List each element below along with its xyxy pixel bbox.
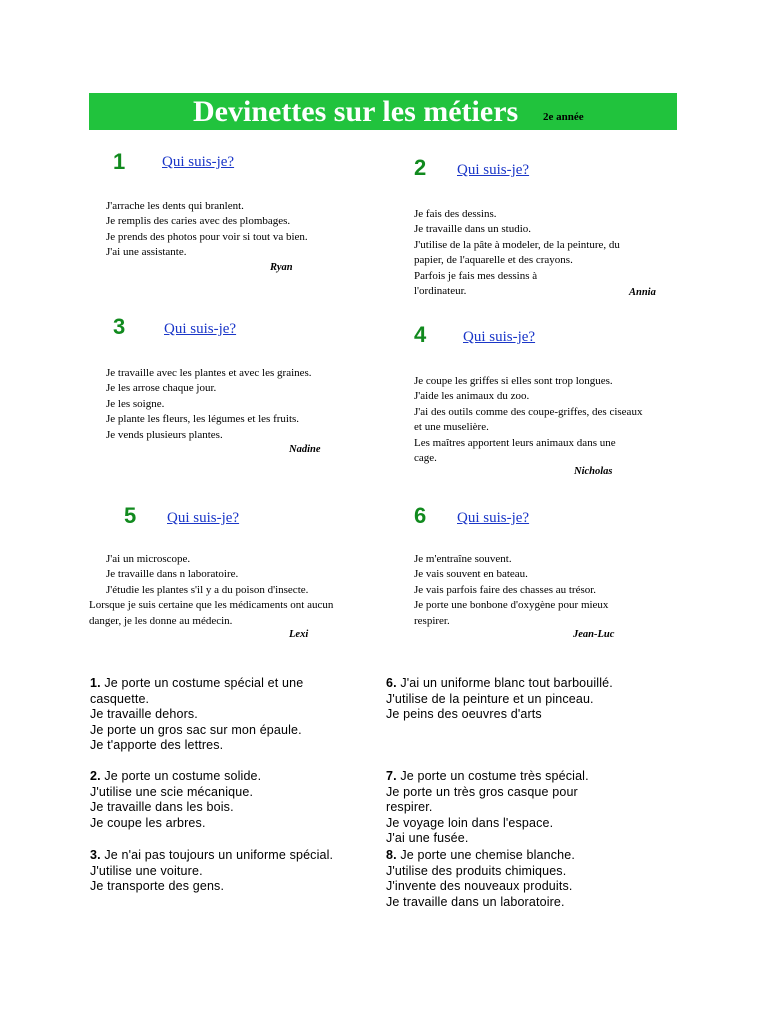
clue-line: J'utilise une scie mécanique. [90, 784, 254, 799]
riddle-line: Je travaille avec les plantes et avec les graines. [106, 367, 312, 379]
riddle-line: J'ai des outils comme des coupe-griffes, des ciseaux [414, 405, 643, 418]
riddle-line: Parfois je fais mes dessins à [414, 269, 538, 282]
riddle-line: J'ai une assistante. [106, 246, 187, 259]
riddle-line: papier, de l'aquarelle et des crayons. [414, 254, 573, 267]
clue-number: 2. [90, 769, 101, 783]
clue-2 [90, 769, 261, 831]
clue-line: Je travaille dans les bois. [90, 800, 234, 815]
grade-label: 2e année [543, 111, 584, 123]
riddle-question-link-3[interactable]: Qui suis-je? [164, 321, 237, 337]
riddle-question-link-5[interactable]: Qui suis-je? [167, 510, 240, 526]
clue-line: Je porte un costume solide. [100, 769, 262, 783]
riddle-line: Je travaille dans n laboratoire. [106, 568, 239, 581]
clue-line: Je peins des oeuvres d'arts [386, 707, 542, 722]
riddle-line: J'arrache les dents qui branlent. [106, 200, 244, 212]
clue-line: Je transporte des gens. [90, 879, 225, 894]
riddle-text-5 [89, 552, 334, 629]
riddle-text-3 [106, 366, 312, 443]
riddle-question-link-2[interactable]: Qui suis-je? [457, 162, 530, 178]
clue-number: 3. [90, 848, 101, 862]
riddle-author-6: Jean-Luc [573, 629, 615, 640]
riddle-question-link-1[interactable]: Qui suis-je? [162, 154, 235, 170]
clue-line: J'invente des nouveaux produits. [386, 879, 573, 894]
clue-6 [386, 676, 613, 723]
riddle-line: Je m'entraîne souvent. [414, 553, 512, 565]
riddle-author-5: Lexi [289, 629, 309, 640]
clue-line: Je porte un costume très spécial. [396, 769, 589, 783]
riddle-line: Je vends plusieurs plantes. [106, 428, 223, 441]
clue-line: J'utilise une voiture. [90, 863, 203, 878]
clue-line: Je porte une chemise blanche. [396, 848, 575, 862]
clue-line: Je n'ai pas toujours un uniforme spécial. [100, 848, 334, 862]
riddle-author-1: Ryan [270, 262, 293, 273]
riddle-line: Je prends des photos pour voir si tout va bien. [106, 230, 308, 243]
riddle-text-6 [414, 552, 608, 629]
riddle-text-4 [414, 374, 642, 466]
riddle-line: J'aide les animaux du zoo. [414, 390, 530, 403]
riddle-line: Je travaille dans un studio. [414, 223, 532, 236]
clue-line: Je porte un costume spécial et une [100, 676, 304, 690]
riddle-question-link-6[interactable]: Qui suis-je? [457, 510, 530, 526]
clue-7 [386, 769, 589, 847]
riddle-line: Les maîtres apportent leurs animaux dans une [414, 436, 616, 449]
riddle-line: danger, je les donne au médecin. [89, 614, 233, 627]
clue-1 [90, 676, 303, 754]
riddle-line: Lorsque je suis certaine que les médicaments ont aucun [89, 599, 334, 612]
riddle-number-1: 1 [113, 149, 126, 174]
riddle-line: J'utilise de la pâte à modeler, de la peinture, du [414, 238, 620, 251]
clue-line: J'ai un uniforme blanc tout barbouillé. [396, 676, 613, 690]
clue-number: 7. [386, 769, 397, 783]
riddle-line: Je vais souvent en bateau. [414, 568, 528, 581]
riddle-author-2: Annia [629, 287, 656, 298]
clue-8 [386, 848, 575, 910]
riddle-line: Je remplis des caries avec des plombages. [106, 215, 291, 228]
clue-line: Je porte un gros sac sur mon épaule. [90, 722, 302, 737]
clue-line: J'utilise des produits chimiques. [386, 863, 567, 878]
riddle-line: Je les soigne. [106, 397, 165, 410]
clue-line: Je coupe les arbres. [90, 815, 206, 830]
riddle-number-5: 5 [124, 503, 137, 528]
riddle-line: Je fais des dessins. [414, 208, 497, 220]
riddle-number-2: 2 [414, 155, 427, 180]
riddle-question-link-4[interactable]: Qui suis-je? [463, 329, 536, 345]
clue-line: Je travaille dehors. [90, 707, 198, 722]
clue-line: respirer. [386, 800, 433, 815]
clue-line: J'utilise de la peinture et un pinceau. [386, 691, 594, 706]
riddle-line: respirer. [414, 614, 450, 627]
riddle-line: J'ai un microscope. [106, 553, 191, 565]
riddle-line: Je coupe les griffes si elles sont trop longues. [414, 375, 613, 387]
riddle-line: Je plante les fleurs, les légumes et les fruits. [106, 413, 300, 426]
riddle-line: Je vais parfois faire des chasses au trésor. [414, 583, 597, 596]
clue-line: casquette. [90, 691, 150, 706]
riddle-text-2 [414, 207, 620, 299]
clue-number: 6. [386, 676, 397, 690]
clue-line: Je t'apporte des lettres. [90, 738, 224, 753]
riddle-line: cage. [414, 451, 437, 464]
clue-number: 8. [386, 848, 397, 862]
riddle-number-4: 4 [414, 322, 427, 347]
riddle-number-3: 3 [113, 314, 126, 339]
riddle-number-6: 6 [414, 503, 427, 528]
clue-line: J'ai une fusée. [386, 831, 469, 846]
clue-line: Je porte un très gros casque pour [386, 784, 578, 799]
riddle-line: J'étudie les plantes s'il y a du poison d'insecte. [106, 583, 309, 596]
riddle-line: Je les arrose chaque jour. [106, 382, 217, 395]
clue-line: Je voyage loin dans l'espace. [386, 815, 554, 830]
clue-3 [90, 848, 333, 895]
riddle-author-3: Nadine [289, 444, 321, 455]
page-title: Devinettes sur les métiers [193, 95, 519, 128]
riddle-line: Je porte une bonbone d'oxygène pour mieux [414, 599, 609, 612]
riddle-author-4: Nicholas [574, 466, 613, 477]
clue-number: 1. [90, 676, 101, 690]
riddle-line: l'ordinateur. [414, 284, 467, 297]
riddle-line: et une muselière. [414, 421, 489, 434]
riddle-text-1 [106, 199, 308, 261]
clue-line: Je travaille dans un laboratoire. [386, 894, 565, 909]
